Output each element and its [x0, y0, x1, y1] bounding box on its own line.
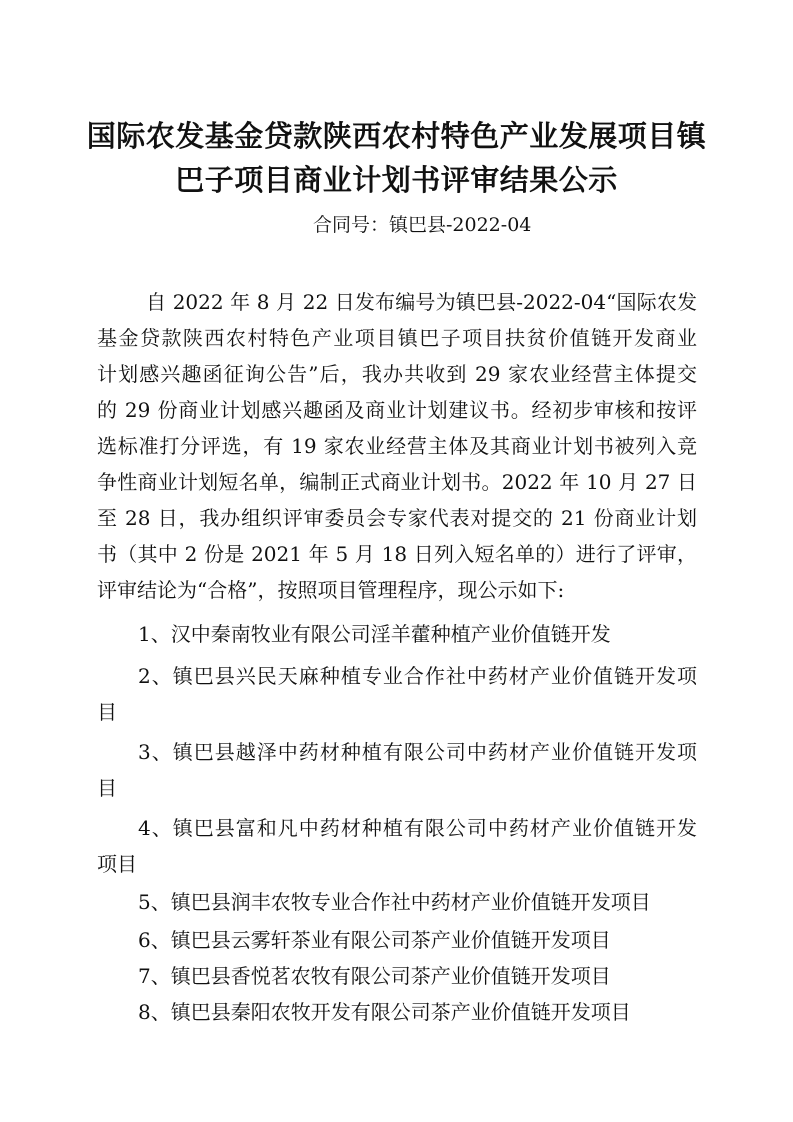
paragraph-line: 评审结论为“合格”，按照项目管理程序，现公示如下: [97, 578, 565, 602]
paragraph-line: 争性商业计划短名单，编制正式商业计划书。2022 年 10 月 27 日 [97, 470, 697, 494]
list-item: 5、镇巴县润丰农牧专业合作社中药材产业价值链开发项目 [138, 890, 651, 914]
list-item-continuation: 项目 [97, 852, 137, 876]
list-item: 3、镇巴县越泽中药材种植有限公司中药材产业价值链开发项 [138, 740, 697, 764]
paragraph-line: 至 28 日，我办组织评审委员会专家代表对提交的 21 份商业计划 [97, 506, 697, 530]
list-item-continuation: 目 [97, 776, 117, 800]
list-item: 6、镇巴县云雾轩茶业有限公司茶产业价值链开发项目 [138, 928, 611, 952]
paragraph-line: 的 29 份商业计划感兴趣函及商业计划建议书。经初步审核和按评 [97, 398, 697, 422]
paragraph-line: 计划感兴趣函征询公告”后，我办共收到 29 家农业经营主体提交 [97, 362, 697, 386]
paragraph-line: 书（其中 2 份是 2021 年 5 月 18 日列入短名单的）进行了评审， [97, 542, 697, 566]
list-item: 7、镇巴县香悦茗农牧有限公司茶产业价值链开发项目 [138, 964, 611, 988]
paragraph-line: 自 2022 年 8 月 22 日发布编号为镇巴县-2022-04“国际农发 [146, 290, 697, 314]
list-item-continuation: 目 [97, 700, 117, 724]
document-title-line-2: 巴子项目商业计划书评审结果公示 [175, 163, 618, 197]
paragraph-line: 基金贷款陕西农村特色产业项目镇巴子项目扶贫价值链开发商业 [97, 326, 697, 350]
list-item: 2、镇巴县兴民天麻种植专业合作社中药材产业价值链开发项 [138, 664, 697, 688]
contract-number: 合同号：镇巴县-2022-04 [313, 214, 532, 236]
list-item: 8、镇巴县秦阳农牧开发有限公司茶产业价值链开发项目 [138, 1000, 631, 1024]
list-item: 1、汉中秦南牧业有限公司淫羊藿种植产业价值链开发 [138, 622, 611, 646]
paragraph-line: 选标准打分评选，有 19 家农业经营主体及其商业计划书被列入竞 [97, 434, 697, 458]
list-item: 4、镇巴县富和凡中药材种植有限公司中药材产业价值链开发 [138, 816, 697, 840]
document-title-line-1: 国际农发基金贷款陕西农村特色产业发展项目镇 [86, 119, 707, 153]
